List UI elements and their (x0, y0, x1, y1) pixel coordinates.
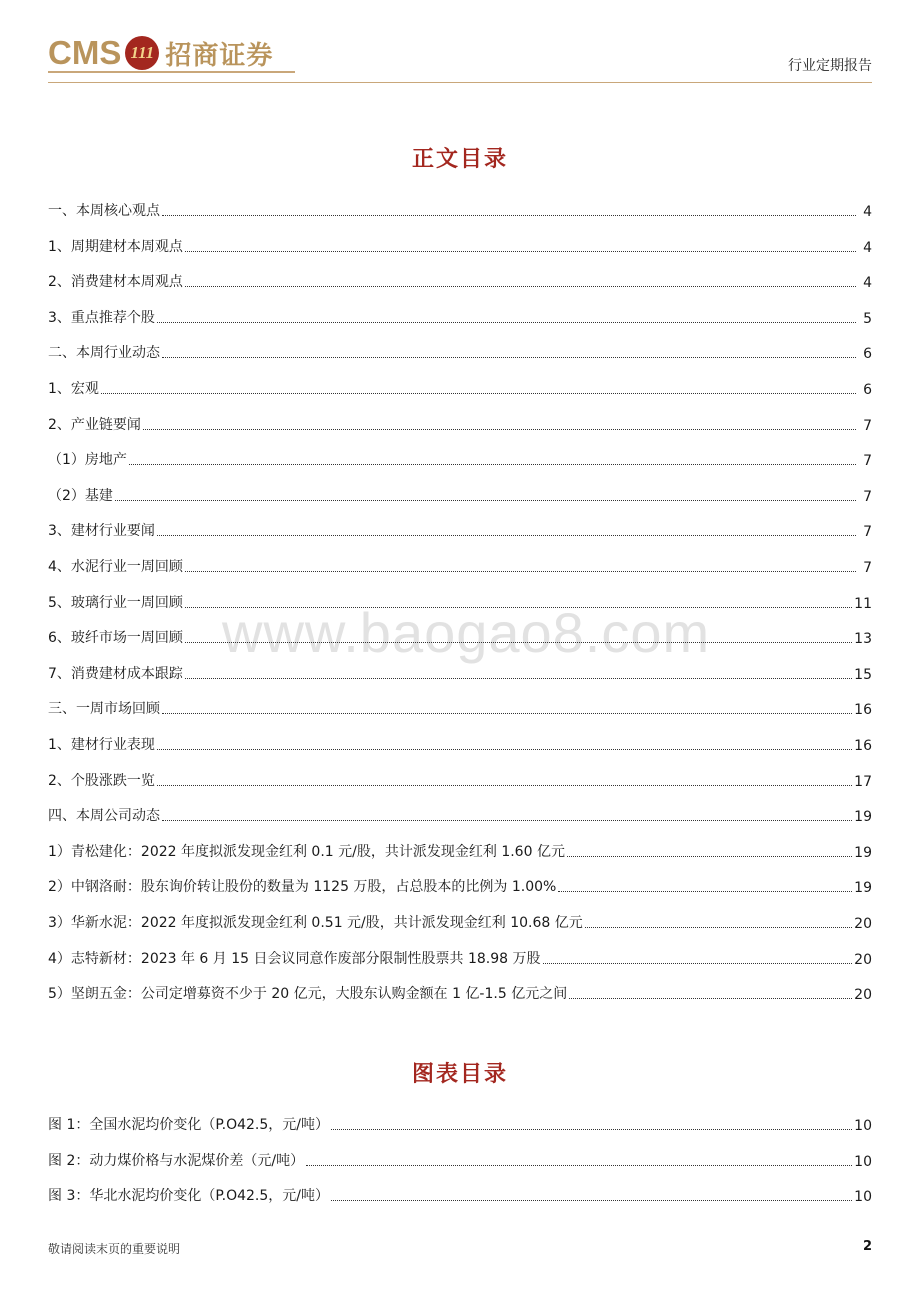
figure-entry[interactable] (48, 1112, 872, 1134)
toc-entry-label: 图 1：全国水泥均价变化（P.O42.5，元/吨） (48, 1117, 329, 1133)
toc-entry-label: 1、周期建材本周观点 (48, 238, 183, 255)
toc-entry-label: 图 2：动力煤价格与水泥煤价差（元/吨） (48, 1152, 305, 1169)
dot-leader (157, 785, 852, 786)
figure-entry[interactable] (48, 1183, 872, 1205)
cms-logo (48, 33, 273, 73)
dot-leader (162, 215, 856, 216)
toc-entry-label: 2、消费建材本周观点 (48, 274, 183, 291)
toc-entry-label: 四、本周公司动态 (48, 808, 160, 825)
figure-entry[interactable] (48, 1148, 872, 1170)
dot-leader (567, 856, 852, 857)
toc-entry[interactable] (48, 910, 872, 932)
toc-entry[interactable] (48, 696, 872, 718)
toc-entry-page: 7 (863, 560, 872, 576)
toc-entry[interactable] (48, 874, 872, 896)
toc-entry-page: 19 (854, 844, 872, 861)
toc-entry-page: 4 (863, 239, 872, 256)
dot-leader (162, 820, 852, 821)
toc-entry-page: 15 (854, 666, 872, 683)
toc-entry-label: 2、个股涨跌一览 (48, 772, 155, 789)
toc-entry-label: 4）志特新材：2023 年 6 月 15 日会议同意作废部分限制性股票共 18.98 万股 (48, 950, 541, 967)
toc-entry-page: 7 (863, 488, 872, 505)
dot-leader (569, 998, 852, 999)
dot-leader (157, 535, 856, 536)
toc-entry-label: 三、一周市场回顾 (48, 701, 160, 718)
toc-entry[interactable] (48, 376, 872, 398)
toc-entry-page: 10 (854, 1118, 872, 1134)
toc-entry[interactable] (48, 554, 872, 576)
dot-leader (185, 286, 856, 287)
dot-leader (543, 963, 853, 964)
toc-entry-page: 17 (854, 773, 872, 790)
toc-entry[interactable] (48, 625, 872, 647)
toc-entry[interactable] (48, 803, 872, 825)
watermark: www.baogao8.com (222, 601, 711, 664)
toc-entry-page: 16 (854, 738, 872, 754)
toc-entry-label: （2）基建 (48, 487, 113, 504)
toc-entry-page: 20 (854, 951, 872, 968)
toc-entry-page: 6 (863, 346, 872, 363)
toc-entry[interactable] (48, 661, 872, 683)
dot-leader (157, 749, 852, 750)
toc-entry-label: 一、本周核心观点 (48, 203, 160, 219)
dot-leader (185, 607, 852, 608)
toc-entry[interactable] (48, 732, 872, 754)
toc-entry-label: 1、建材行业表现 (48, 737, 155, 753)
toc-entry[interactable] (48, 839, 872, 861)
toc-entry-page: 19 (854, 809, 872, 826)
dot-leader (585, 927, 852, 928)
contents-title: 正文目录 (411, 146, 508, 172)
toc-entry-page: 13 (854, 631, 872, 648)
toc-entry-page: 20 (854, 987, 872, 1004)
toc-entry[interactable] (48, 768, 872, 790)
toc-entry-label: 4、水泥行业一周回顾 (48, 559, 183, 575)
toc-entry[interactable] (48, 234, 872, 256)
toc-entry-page: 7 (863, 524, 872, 541)
toc-entry-page: 6 (863, 382, 872, 398)
toc-entry-page: 19 (854, 880, 872, 897)
toc-entry-page: 10 (854, 1189, 872, 1206)
toc-entry[interactable] (48, 447, 872, 469)
toc-entry-label: 1）青松建化：2022 年度拟派发现金红利 0.1 元/股，共计派发现金红利 1.60 亿元 (48, 843, 565, 860)
toc-entry-page: 11 (854, 595, 872, 612)
dot-leader (185, 642, 852, 643)
toc-entry-page: 7 (863, 417, 872, 434)
toc-entry-label: 7、消费建材成本跟踪 (48, 665, 183, 682)
header-divider (48, 82, 872, 83)
toc-entry-page: 4 (863, 275, 872, 292)
toc-entry-label: 3、建材行业要闻 (48, 523, 155, 540)
toc-entry-page: 16 (854, 702, 872, 719)
dot-leader (185, 678, 852, 679)
logo-chinese-text: 招商证券 (165, 40, 274, 71)
dot-leader (306, 1165, 852, 1166)
toc-entry-label: （1）房地产 (48, 452, 127, 469)
page-header (0, 0, 920, 90)
toc-entry[interactable] (48, 518, 872, 540)
toc-entry-label: 2、产业链要闻 (48, 416, 141, 433)
logo-emblem-icon (125, 36, 159, 70)
toc-entry-page: 10 (854, 1153, 872, 1170)
dot-leader (129, 464, 856, 465)
dot-leader (185, 251, 856, 252)
toc-entry-label: 3）华新水泥：2022 年度拟派发现金红利 0.51 元/股，共计派发现金红利 10.68 亿元 (48, 915, 583, 931)
toc-entry[interactable] (48, 483, 872, 505)
toc-entry-label: 2）中钢洛耐：股东询价转让股份的数量为 1125 万股，占总股本的比例为 1.00% (48, 879, 557, 896)
logo-latin-text: CMS (48, 34, 122, 71)
toc-entry-label: 5）坚朗五金：公司定增募资不少于 20 亿元，大股东认购金额在 1 亿-1.5 亿元之间 (48, 986, 568, 1003)
toc-entry-label: 二、本周行业动态 (48, 345, 160, 362)
logo-emblem-text: 111 (130, 43, 155, 62)
page-number: 2 (862, 1239, 872, 1254)
dot-leader (143, 429, 856, 430)
dot-leader (162, 713, 852, 714)
toc-entry-label: 1、宏观 (48, 381, 99, 397)
dot-leader (157, 322, 856, 323)
toc-entry[interactable] (48, 590, 872, 612)
toc-entry[interactable] (48, 198, 872, 220)
footer-disclaimer: 敬请阅读末页的重要说明 (48, 1242, 181, 1256)
toc-entry[interactable] (48, 981, 872, 1003)
toc-entry[interactable] (48, 946, 872, 968)
logo-underline (48, 71, 295, 73)
document-type: 行业定期报告 (788, 58, 872, 74)
dot-leader (162, 357, 856, 358)
toc-entry-page: 4 (863, 204, 872, 220)
dot-leader (331, 1129, 852, 1130)
dot-leader (331, 1200, 852, 1201)
dot-leader (115, 500, 856, 501)
toc-entry-page: 5 (863, 310, 872, 327)
dot-leader (185, 571, 856, 572)
figures-title: 图表目录 (411, 1061, 508, 1087)
toc-entry-label: 6、玻纤市场一周回顾 (48, 630, 183, 647)
dot-leader (558, 891, 852, 892)
dot-leader (101, 393, 856, 394)
toc-entry-page: 7 (863, 453, 872, 470)
toc-entry-label: 图 3：华北水泥均价变化（P.O42.5，元/吨） (48, 1188, 329, 1205)
toc-entry[interactable] (48, 269, 872, 291)
toc-entry[interactable] (48, 305, 872, 327)
toc-entry[interactable] (48, 412, 872, 434)
toc-entry-label: 5、玻璃行业一周回顾 (48, 594, 183, 611)
toc-entry[interactable] (48, 340, 872, 362)
toc-entry-page: 20 (854, 916, 872, 932)
toc-entry-label: 3、重点推荐个股 (48, 309, 155, 326)
